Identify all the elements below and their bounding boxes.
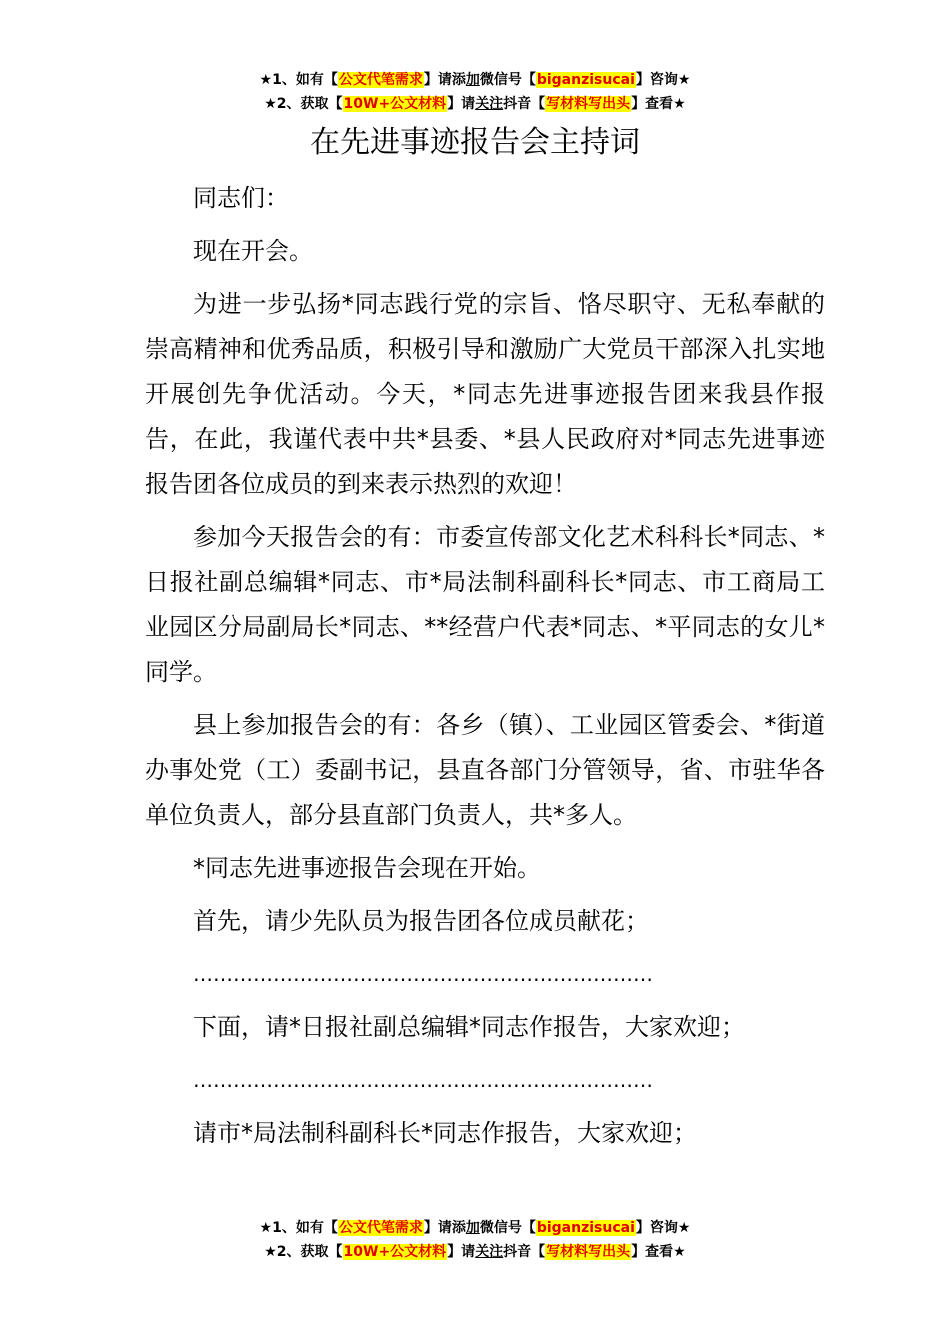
highlight-materials: 10W+公文材料 xyxy=(343,96,447,112)
paragraph-attendees: 县上参加报告会的有：各乡（镇）、工业园区管委会、*街道办事处党（工）委副书记，县直各部门分管领导，省、市驻华各单位负责人，部分县直部门负责人，共*多人。 xyxy=(145,711,825,829)
banner-line-1: ★1、如有【公文代笔需求】请添加微信号【biganzisucai】咨询★ xyxy=(259,1220,691,1236)
paragraph-flowers: 首先，请少先队员为报告团各位成员献花； xyxy=(193,907,649,935)
highlight-service: 公文代笔需求 xyxy=(338,1220,423,1236)
ellipsis-line: …………………………………………………………… xyxy=(193,1068,653,1092)
paragraph-opening: 现在开会。 xyxy=(193,237,313,265)
paragraph-guests: 参加今天报告会的有：市委宣传部文化艺术科科长*同志、*日报社副总编辑*同志、市*局法制科副科长*同志、市工商局工业园区分局副局长*同志、**经营户代表*同志、*平同志的女儿*同学。 xyxy=(145,523,825,686)
highlight-wechat-id: biganzisucai xyxy=(536,72,635,88)
ellipsis-line: …………………………………………………………… xyxy=(193,962,653,986)
footer-banner xyxy=(0,1216,950,1264)
paragraph-report-1: 下面，请*日报社副总编辑*同志作报告，大家欢迎； xyxy=(193,1013,745,1041)
document-body xyxy=(145,176,825,1156)
banner-line-2: ★2、获取【10W+公文材料】请关注抖音【写材料写出头】查看★ xyxy=(264,1244,686,1260)
highlight-wechat-id: biganzisucai xyxy=(536,1220,635,1236)
header-banner xyxy=(0,68,950,116)
paragraph-purpose: 为进一步弘扬*同志践行党的宗旨、恪尽职守、无私奉献的崇高精神和优秀品质，积极引导和激励广大党员干部深入扎实地开展创先争优活动。今天，*同志先进事迹报告团来我县作报告，在此，我谨代表中共*县委、*县人民政府对*同志先进事迹报告团各位成员的到来表示热烈的欢迎！ xyxy=(145,290,825,498)
highlight-service: 公文代笔需求 xyxy=(338,72,423,88)
highlight-douyin: 写材料写出头 xyxy=(546,1244,631,1260)
highlight-douyin: 写材料写出头 xyxy=(546,96,631,112)
highlight-materials: 10W+公文材料 xyxy=(343,1244,447,1260)
paragraph-report-2: 请市*局法制科副科长*同志作报告，大家欢迎； xyxy=(193,1119,697,1147)
paragraph-greeting: 同志们： xyxy=(193,184,289,212)
paragraph-start: *同志先进事迹报告会现在开始。 xyxy=(193,854,541,882)
banner-line-2: ★2、获取【10W+公文材料】请关注抖音【写材料写出头】查看★ xyxy=(264,96,686,112)
document-title: 在先进事迹报告会主持词 xyxy=(310,125,640,160)
banner-line-1: ★1、如有【公文代笔需求】请添加微信号【biganzisucai】咨询★ xyxy=(259,72,691,88)
